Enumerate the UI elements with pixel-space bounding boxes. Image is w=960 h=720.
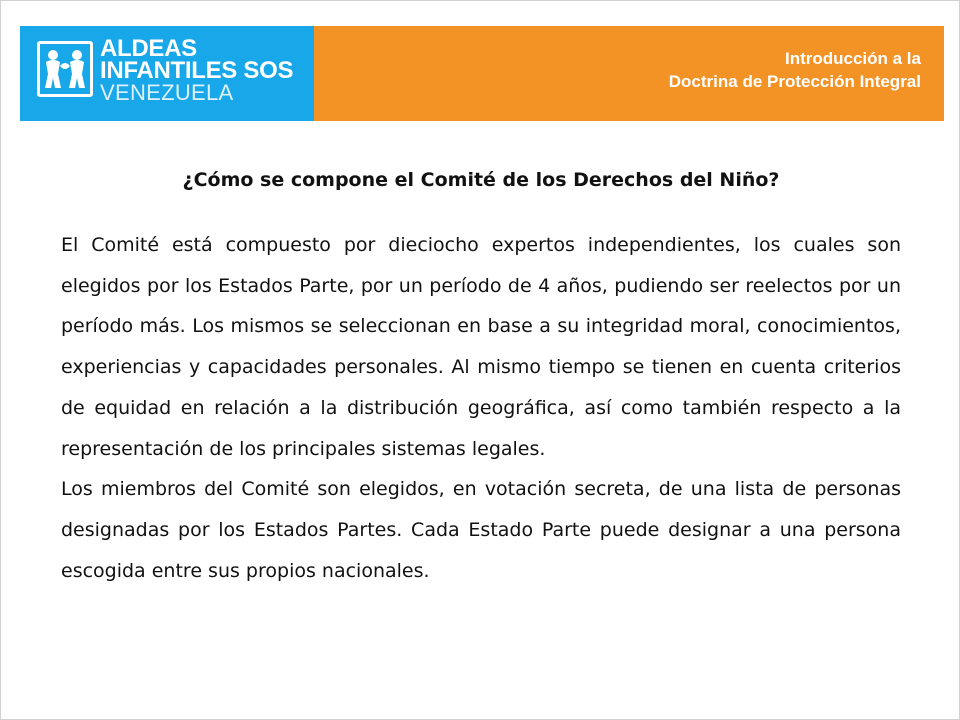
logo-line-infantiles: INFANTILES SOS — [100, 57, 294, 84]
presentation-title — [669, 47, 921, 93]
slide-heading: ¿Cómo se compone el Comité de los Derechos del Niño? — [182, 169, 780, 191]
body-paragraph-2: Los miembros del Comité son elegidos, en votación secreta, de una lista de personas designadas por los Estados Partes. Cada Estado Parte puede designar a una persona escogida entre sus propios nacionales. — [61, 478, 901, 582]
slide-body — [61, 225, 901, 591]
title-line-1: Introducción a la — [784, 49, 921, 68]
sos-children-logo-icon — [37, 41, 93, 97]
logo-line-venezuela: VENEZUELA — [100, 80, 234, 105]
logo-line-aldeas: ALDEAS — [100, 35, 197, 62]
body-paragraph-1: El Comité está compuesto por dieciocho expertos independientes, los cuales son elegidos por los Estados Parte, por un período de 4 años, pudiendo ser reelectos por un período más. Los mismos se seleccionan en base a su integridad moral, conocimientos, experiencias y capacidades personales. Al mismo tiempo se tienen en cuenta criterios de equidad en relación a la distribución geográfica, así como también respecto a la representación de los principales sistemas legales. — [61, 234, 901, 460]
title-line-2: Doctrina de Protección Integral — [668, 72, 921, 91]
logo-wordmark — [100, 35, 294, 105]
